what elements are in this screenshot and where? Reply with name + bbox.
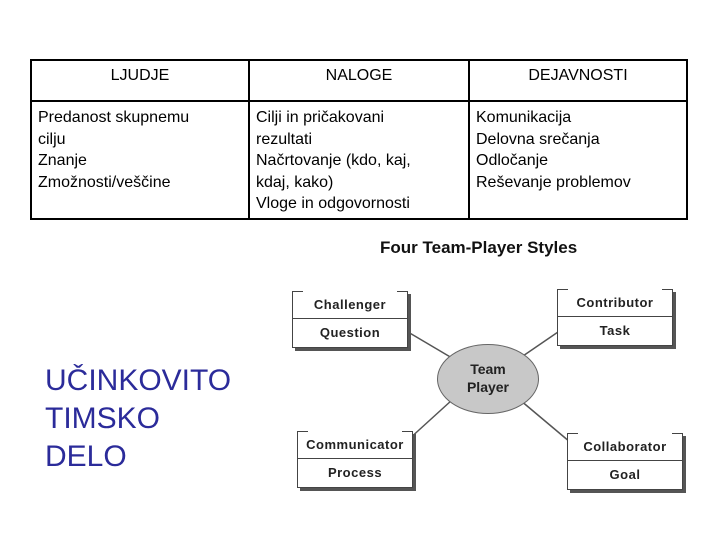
diagram-title: Four Team-Player Styles — [380, 238, 578, 257]
header-ljudje: LJUDJE — [31, 60, 249, 101]
collaborator-label: Collaborator — [568, 433, 682, 461]
cell-line: Cilji in pričakovani — [256, 109, 385, 126]
main-title-line: TIMSKO — [45, 402, 161, 435]
center-label-line: Player — [466, 379, 510, 395]
table-body-row — [31, 101, 687, 219]
team-player-circle — [437, 344, 539, 414]
header-naloge: NALOGE — [249, 60, 469, 101]
cell-line: Zmožnosti/veščine — [38, 173, 171, 191]
communicator-box — [297, 431, 413, 488]
table-header-row — [31, 60, 687, 101]
cell-line: Reševanje problemov — [476, 173, 631, 191]
main-title — [45, 362, 231, 476]
cell-ljudje — [31, 101, 249, 219]
cell-line: Komunikacija — [476, 109, 572, 126]
collaborator-focus: Goal — [609, 467, 641, 482]
cell-line: Načrtovanje (kdo, kaj, — [256, 152, 411, 169]
cell-line: Znanje — [38, 152, 87, 169]
contributor-focus: Task — [599, 323, 631, 338]
cell-line: kdaj, kako) — [256, 173, 334, 191]
cell-dejavnosti — [469, 101, 687, 219]
main-title-line: DELO — [45, 440, 127, 473]
cell-line: Delovna srečanja — [476, 130, 600, 148]
summary-table — [30, 59, 688, 220]
cell-line: cilju — [38, 130, 66, 148]
contributor-label: Contributor — [558, 289, 672, 317]
team-player-diagram — [280, 230, 700, 500]
cell-line: Odločanje — [476, 152, 549, 169]
communicator-focus: Process — [327, 465, 383, 480]
collaborator-box — [567, 433, 683, 490]
communicator-label: Communicator — [298, 431, 412, 459]
challenger-box — [292, 291, 408, 348]
main-title-line: UČINKOVITO — [45, 364, 232, 397]
cell-line: Predanost skupnemu — [38, 109, 190, 126]
challenger-label: Challenger — [293, 291, 407, 319]
cell-line: Vloge in odgovornosti — [256, 195, 410, 212]
contributor-box — [557, 289, 673, 346]
challenger-focus: Question — [319, 325, 381, 340]
cell-naloge — [249, 101, 469, 219]
cell-line: rezultati — [256, 130, 313, 148]
center-label-line: Team — [470, 361, 506, 377]
header-dejavnosti: DEJAVNOSTI — [469, 60, 687, 101]
